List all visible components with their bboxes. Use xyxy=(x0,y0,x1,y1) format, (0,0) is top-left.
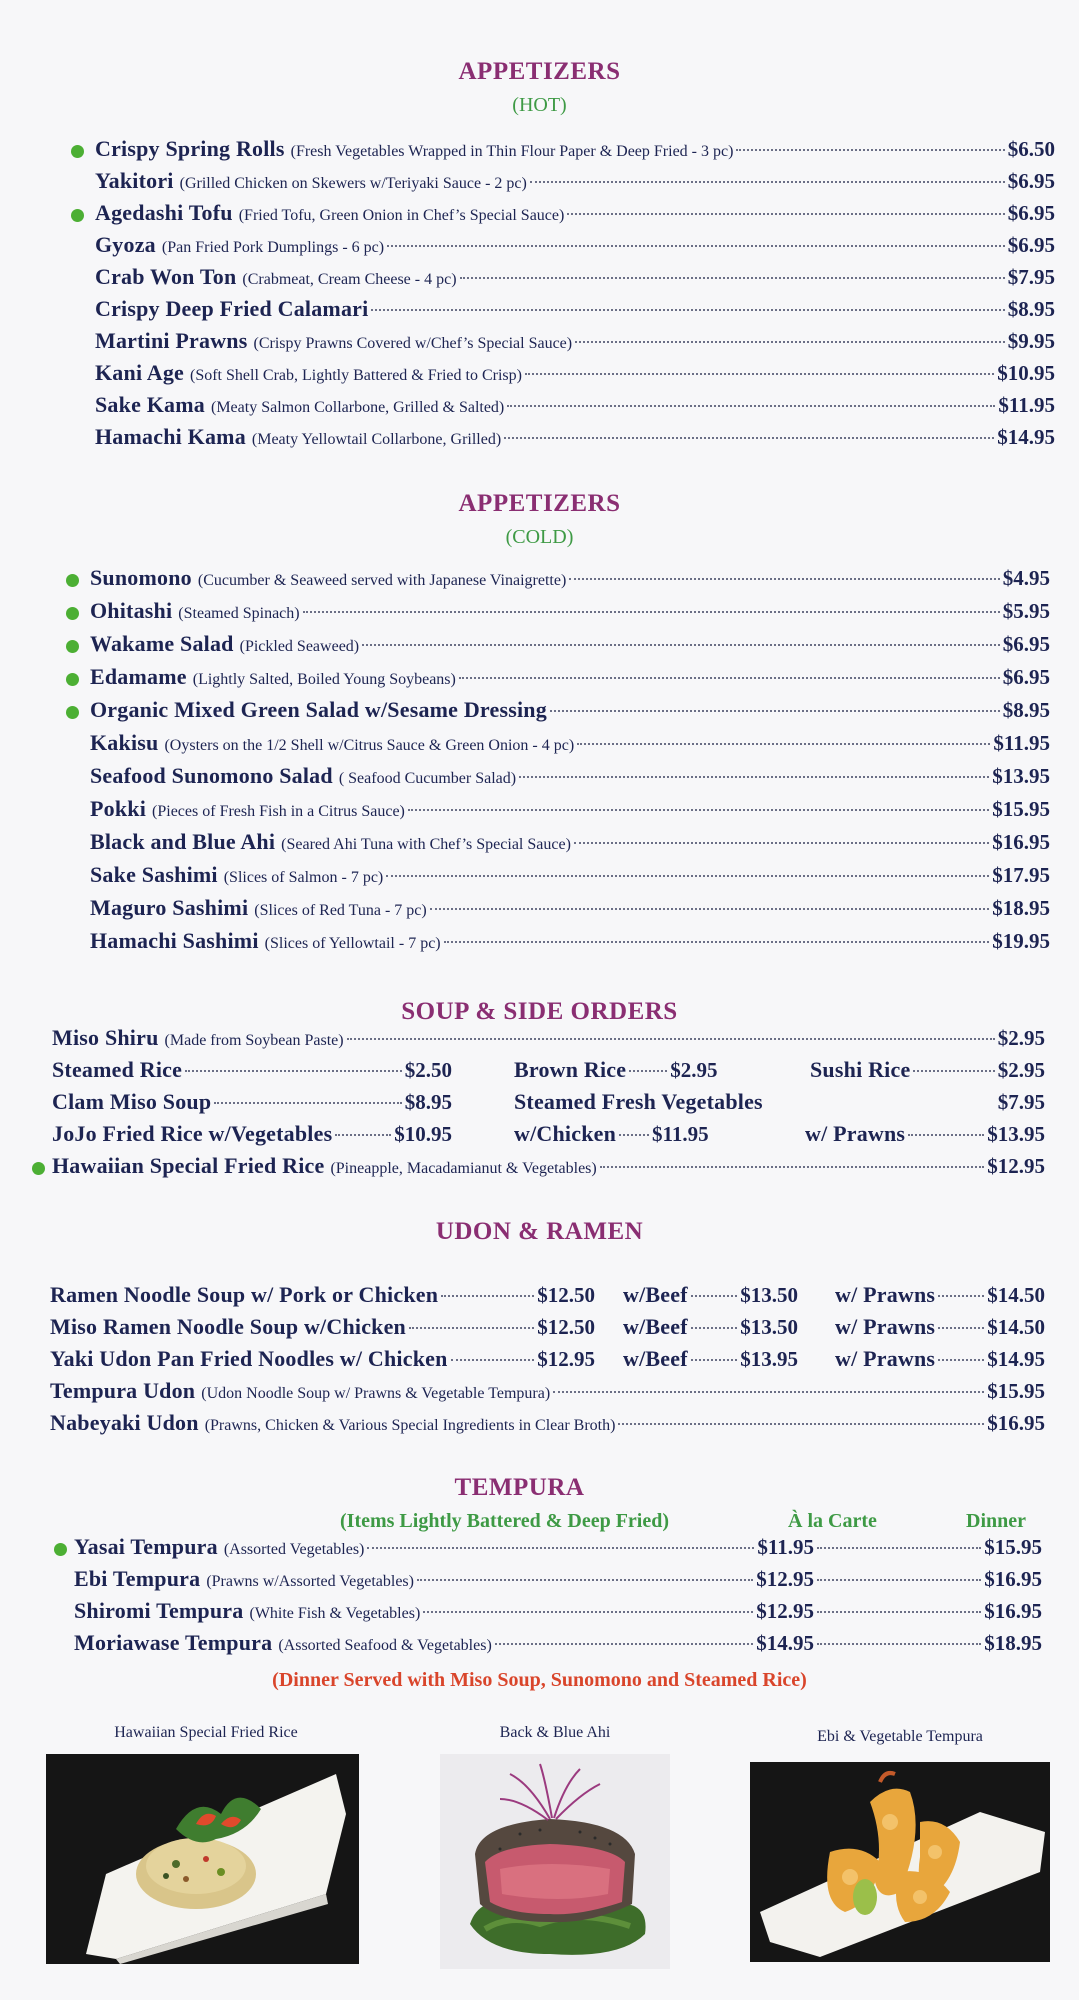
alacarte-price: $12.95 xyxy=(756,1599,814,1623)
item-description: (Assorted Seafood & Vegetables) xyxy=(278,1637,492,1654)
soup-section-title: SOUP & SIDE ORDERS xyxy=(401,998,678,1025)
item-description: (Fresh Vegetables Wrapped in Thin Flour Paper & Deep Fried - 3 pc) xyxy=(290,143,734,160)
item-price: $6.95 xyxy=(1007,233,1055,257)
item-name: w/ Prawns xyxy=(835,1282,936,1307)
dot-leader xyxy=(387,245,1005,247)
item-name: Martini Prawns xyxy=(95,328,248,353)
menu-item-row xyxy=(95,168,1055,200)
menu-item-row xyxy=(90,862,1050,895)
soup-section xyxy=(52,1025,1045,1185)
item-price: $13.50 xyxy=(740,1315,798,1339)
item-price: $4.95 xyxy=(1002,566,1050,590)
item-price: $11.95 xyxy=(993,731,1050,755)
item-name: Nabeyaki Udon xyxy=(50,1410,199,1435)
item-description: (Pickled Seaweed) xyxy=(239,638,360,655)
alacarte-price: $11.95 xyxy=(757,1535,814,1559)
item-name: Yakitori xyxy=(95,168,174,193)
item-name: Miso Shiru xyxy=(52,1025,159,1050)
item-price: $10.95 xyxy=(394,1122,452,1146)
item-price: $7.95 xyxy=(997,1090,1045,1114)
fried-rice-image-icon xyxy=(46,1754,359,1964)
item-name: Hawaiian Special Fried Rice xyxy=(52,1153,325,1178)
menu-item-row xyxy=(95,392,1055,424)
udon-section-title: UDON & RAMEN xyxy=(435,1218,644,1245)
item-name: Sushi Rice xyxy=(810,1057,911,1082)
dot-leader xyxy=(574,842,989,844)
item-name: Seafood Sunomono Salad xyxy=(90,763,333,788)
dot-leader xyxy=(367,1547,754,1549)
blue-ahi-photo xyxy=(440,1754,670,1969)
item-name: w/ Prawns xyxy=(835,1346,936,1371)
photo-caption: Back & Blue Ahi xyxy=(499,1724,611,1741)
item-name: Black and Blue Ahi xyxy=(90,829,276,854)
dot-leader xyxy=(575,341,1005,343)
dot-leader xyxy=(600,1166,985,1168)
menu-item-row xyxy=(95,296,1055,328)
item-name: Hamachi Kama xyxy=(95,424,246,449)
item-description: (Assorted Vegetables) xyxy=(223,1541,365,1558)
item-price: $5.95 xyxy=(1002,599,1050,623)
dot-leader xyxy=(495,1643,753,1645)
item-name: JoJo Fried Rice w/Vegetables xyxy=(52,1121,333,1146)
dinner-price: $16.95 xyxy=(984,1599,1042,1623)
item-name: Kani Age xyxy=(95,360,184,385)
menu-item-row xyxy=(95,264,1055,296)
item-description: (Crispy Prawns Covered w/Chef’s Special Sauce) xyxy=(253,335,573,352)
item-name: Shiromi Tempura xyxy=(74,1598,244,1623)
menu-item-row xyxy=(95,424,1055,456)
tempura-item-list xyxy=(74,1534,1042,1662)
menu-item-row xyxy=(90,796,1050,829)
item-price: $13.95 xyxy=(992,764,1050,788)
item-name: Miso Ramen Noodle Soup w/Chicken xyxy=(50,1314,406,1339)
item-description: (Fried Tofu, Green Onion in Chef’s Special Sauce) xyxy=(238,207,565,224)
dot-leader xyxy=(691,1327,738,1329)
item-description: (Oysters on the 1/2 Shell w/Citrus Sauce & Green Onion - 4 pc) xyxy=(164,737,575,754)
item-price: $6.95 xyxy=(1002,632,1050,656)
dot-leader xyxy=(913,1070,994,1072)
dot-leader xyxy=(386,875,989,877)
dot-leader xyxy=(691,1359,738,1361)
item-name: Hamachi Sashimi xyxy=(90,928,259,953)
item-price: $2.95 xyxy=(670,1058,718,1082)
menu-item-row xyxy=(90,565,1050,598)
dot-leader xyxy=(629,1070,667,1072)
item-price: $14.95 xyxy=(997,425,1055,449)
item-description: (Udon Noodle Soup w/ Prawns & Vegetable Tempura) xyxy=(201,1385,551,1402)
cold-item-list xyxy=(90,565,1050,961)
item-price: $15.95 xyxy=(992,797,1050,821)
item-name: Edamame xyxy=(90,664,187,689)
dot-leader xyxy=(817,1643,981,1645)
photo-caption: Ebi & Vegetable Tempura xyxy=(817,1728,983,1745)
dot-leader xyxy=(459,677,1000,679)
item-name: Kakisu xyxy=(90,730,159,755)
item-price: $16.95 xyxy=(992,830,1050,854)
item-description: (Steamed Spinach) xyxy=(178,605,300,622)
dot-leader xyxy=(371,309,1004,311)
dinner-price: $16.95 xyxy=(984,1567,1042,1591)
jojo-row xyxy=(52,1121,1045,1153)
dot-leader xyxy=(817,1547,981,1549)
photo-caption: Hawaiian Special Fried Rice xyxy=(114,1724,298,1741)
item-name: Ebi Tempura xyxy=(74,1566,201,1591)
veg-bullet-icon xyxy=(66,673,79,686)
veg-bullet-icon xyxy=(66,706,79,719)
dot-leader xyxy=(618,1423,984,1425)
dot-leader xyxy=(691,1295,738,1297)
item-price: $14.50 xyxy=(987,1283,1045,1307)
item-description: (Slices of Salmon - 7 pc) xyxy=(223,869,384,886)
item-name: w/Beef xyxy=(623,1346,688,1371)
tempura-item-row xyxy=(74,1566,1042,1598)
dot-leader xyxy=(423,1611,753,1613)
tempura-section-title: TEMPURA xyxy=(454,1474,585,1501)
item-price: $11.95 xyxy=(652,1122,709,1146)
item-description: (Soft Shell Crab, Lightly Battered & Fried to Crisp) xyxy=(190,367,522,384)
alacarte-column-header: À la Carte xyxy=(788,1510,877,1532)
clam-miso-row xyxy=(52,1089,1045,1121)
item-price: $14.95 xyxy=(987,1347,1045,1371)
item-name: Sunomono xyxy=(90,565,192,590)
menu-item-row xyxy=(95,360,1055,392)
item-name: Clam Miso Soup xyxy=(52,1089,212,1114)
miso-shiru-row xyxy=(52,1025,1045,1057)
dot-leader xyxy=(347,1038,995,1040)
dot-leader xyxy=(553,1391,984,1393)
menu-item-row xyxy=(90,895,1050,928)
veg-bullet-icon xyxy=(71,209,84,222)
menu-item-row xyxy=(90,598,1050,631)
dot-leader xyxy=(362,644,1000,646)
item-price: $18.95 xyxy=(992,896,1050,920)
dot-leader xyxy=(550,710,1000,712)
item-name: Maguro Sashimi xyxy=(90,895,249,920)
dot-leader xyxy=(577,743,990,745)
item-name: Sake Sashimi xyxy=(90,862,218,887)
menu-item-row xyxy=(90,763,1050,796)
hot-section-title: APPETIZERS xyxy=(458,58,621,85)
item-price: $11.95 xyxy=(998,393,1055,417)
item-description: (Made from Soybean Paste) xyxy=(164,1032,344,1049)
menu-item-row xyxy=(90,928,1050,961)
dot-leader xyxy=(507,405,995,407)
item-name: Crispy Spring Rolls xyxy=(95,136,285,161)
item-name: Yasai Tempura xyxy=(74,1534,218,1559)
item-name: Crab Won Ton xyxy=(95,264,237,289)
alacarte-price: $12.95 xyxy=(756,1567,814,1591)
menu-item-row xyxy=(95,232,1055,264)
ahi-tuna-image-icon xyxy=(440,1754,670,1969)
menu-item-row xyxy=(90,730,1050,763)
item-price: $14.50 xyxy=(987,1315,1045,1339)
dot-leader xyxy=(451,1359,535,1361)
item-description: (Crabmeat, Cream Cheese - 4 pc) xyxy=(242,271,457,288)
item-name: w/ Prawns xyxy=(835,1314,936,1339)
dot-leader xyxy=(303,611,1000,613)
menu-item-row xyxy=(90,829,1050,862)
item-price: $8.95 xyxy=(1002,698,1050,722)
item-name: Gyoza xyxy=(95,232,156,257)
dot-leader xyxy=(185,1070,402,1072)
item-price: $10.95 xyxy=(997,361,1055,385)
item-price: $12.95 xyxy=(987,1154,1045,1178)
item-name: w/Beef xyxy=(623,1314,688,1339)
item-name: Moriawase Tempura xyxy=(74,1630,273,1655)
item-name: Ramen Noodle Soup w/ Pork or Chicken xyxy=(50,1282,439,1307)
miso-ramen-row xyxy=(50,1314,1045,1346)
nabeyaki-udon-row xyxy=(50,1410,1045,1442)
item-price: $8.95 xyxy=(404,1090,452,1114)
item-description: (Meaty Salmon Collarbone, Grilled & Salted) xyxy=(210,399,505,416)
dot-leader xyxy=(817,1579,981,1581)
item-price: $17.95 xyxy=(992,863,1050,887)
dot-leader xyxy=(567,213,1004,215)
dot-leader xyxy=(908,1134,984,1136)
item-price: $2.95 xyxy=(997,1058,1045,1082)
dinner-served-note: (Dinner Served with Miso Soup, Sunomono and Steamed Rice) xyxy=(272,1669,807,1691)
veg-bullet-icon xyxy=(54,1543,67,1556)
item-price: $6.50 xyxy=(1007,137,1055,161)
item-name: Sake Kama xyxy=(95,392,205,417)
item-description: (Lightly Salted, Boiled Young Soybeans) xyxy=(192,671,456,688)
tempura-note: (Items Lightly Battered & Deep Fried) xyxy=(340,1510,670,1532)
item-price: $13.95 xyxy=(987,1122,1045,1146)
menu-item-row xyxy=(90,631,1050,664)
item-price: $12.95 xyxy=(537,1347,595,1371)
dot-leader xyxy=(817,1611,981,1613)
menu-item-row xyxy=(95,328,1055,360)
tempura-image-icon xyxy=(750,1762,1050,1962)
menu-item-row xyxy=(90,664,1050,697)
item-description: (Prawns w/Assorted Vegetables) xyxy=(206,1573,414,1590)
item-price: $6.95 xyxy=(1007,169,1055,193)
item-description: (Pieces of Fresh Fish in a Citrus Sauce) xyxy=(152,803,405,820)
item-name: Pokki xyxy=(90,796,147,821)
veg-bullet-icon xyxy=(66,607,79,620)
item-name: Ohitashi xyxy=(90,598,173,623)
udon-section xyxy=(50,1282,1045,1442)
tempura-item-row xyxy=(74,1534,1042,1566)
item-price: $2.95 xyxy=(997,1026,1045,1050)
item-name: Brown Rice xyxy=(514,1057,627,1082)
item-name: Organic Mixed Green Salad w/Sesame Dressing xyxy=(90,697,547,722)
rice-row xyxy=(52,1057,1045,1089)
item-description: (Pineapple, Macadamianut & Vegetables) xyxy=(330,1160,597,1177)
item-price: $6.95 xyxy=(1002,665,1050,689)
item-name: w/Chicken xyxy=(514,1121,617,1146)
dot-leader xyxy=(444,941,990,943)
item-description: (Grilled Chicken on Skewers w/Teriyaki Sauce - 2 pc) xyxy=(179,175,527,192)
cold-section-title: APPETIZERS xyxy=(458,490,621,517)
hot-section-subtitle: (HOT) xyxy=(512,94,567,116)
dot-leader xyxy=(619,1134,649,1136)
dot-leader xyxy=(460,277,1005,279)
dot-leader xyxy=(504,437,994,439)
dot-leader xyxy=(938,1359,984,1361)
item-name: Steamed Rice xyxy=(52,1057,183,1082)
veg-bullet-icon xyxy=(66,574,79,587)
menu-item-row xyxy=(95,200,1055,232)
tempura-item-row xyxy=(74,1630,1042,1662)
veg-bullet-icon xyxy=(32,1162,45,1175)
dot-leader xyxy=(525,373,994,375)
item-description: (Cucumber & Seaweed served with Japanese Vinaigrette) xyxy=(197,572,567,589)
item-name: w/Beef xyxy=(623,1282,688,1307)
tempura-item-row xyxy=(74,1598,1042,1630)
item-description: (Prawns, Chicken & Various Special Ingredients in Clear Broth) xyxy=(204,1417,616,1434)
item-price: $2.50 xyxy=(404,1058,452,1082)
veg-bullet-icon xyxy=(71,145,84,158)
ramen-row xyxy=(50,1282,1045,1314)
item-name: w/ Prawns xyxy=(805,1121,906,1146)
item-price: $7.95 xyxy=(1007,265,1055,289)
item-description: (Slices of Yellowtail - 7 pc) xyxy=(264,935,441,952)
dinner-price: $18.95 xyxy=(984,1631,1042,1655)
item-price: $15.95 xyxy=(987,1379,1045,1403)
alacarte-price: $14.95 xyxy=(756,1631,814,1655)
menu-item-row xyxy=(95,136,1055,168)
dot-leader xyxy=(938,1295,984,1297)
item-name: Tempura Udon xyxy=(50,1378,196,1403)
item-description: ( Seafood Cucumber Salad) xyxy=(338,770,517,787)
dot-leader xyxy=(938,1327,984,1329)
dot-leader xyxy=(430,908,990,910)
item-price: $13.95 xyxy=(740,1347,798,1371)
cold-section-subtitle: (COLD) xyxy=(505,526,574,548)
dot-leader xyxy=(530,181,1005,183)
item-description: (Slices of Red Tuna - 7 pc) xyxy=(254,902,427,919)
dot-leader xyxy=(408,809,989,811)
item-description: (Seared Ahi Tuna with Chef’s Special Sauce) xyxy=(281,836,571,853)
hawaiian-fried-rice-photo xyxy=(46,1754,359,1964)
item-price: $6.95 xyxy=(1007,201,1055,225)
item-description: (Meaty Yellowtail Collarbone, Grilled) xyxy=(251,431,502,448)
item-name: Agedashi Tofu xyxy=(95,200,233,225)
item-price: $12.50 xyxy=(537,1283,595,1307)
item-description: (White Fish & Vegetables) xyxy=(249,1605,421,1622)
yaki-udon-row xyxy=(50,1346,1045,1378)
dot-leader xyxy=(214,1102,401,1104)
item-price: $13.50 xyxy=(740,1283,798,1307)
menu-item-row xyxy=(90,697,1050,730)
dinner-column-header: Dinner xyxy=(966,1510,1026,1532)
tempura-photo xyxy=(750,1762,1050,1962)
item-description: (Pan Fried Pork Dumplings - 6 pc) xyxy=(161,239,385,256)
item-name: Yaki Udon Pan Fried Noodles w/ Chicken xyxy=(50,1346,448,1371)
dot-leader xyxy=(441,1295,534,1297)
dot-leader xyxy=(335,1134,391,1136)
veg-bullet-icon xyxy=(66,640,79,653)
item-price: $12.50 xyxy=(537,1315,595,1339)
tempura-udon-row xyxy=(50,1378,1045,1410)
dot-leader xyxy=(569,578,999,580)
hot-item-list xyxy=(95,136,1055,456)
dot-leader xyxy=(417,1579,753,1581)
item-price: $9.95 xyxy=(1007,329,1055,353)
hawaiian-row xyxy=(52,1153,1045,1185)
dot-leader xyxy=(766,1102,995,1104)
item-name: Crispy Deep Fried Calamari xyxy=(95,296,369,321)
dot-leader xyxy=(736,149,1004,151)
dinner-price: $15.95 xyxy=(984,1535,1042,1559)
item-name: Wakame Salad xyxy=(90,631,234,656)
dot-leader xyxy=(409,1327,534,1329)
item-price: $16.95 xyxy=(987,1411,1045,1435)
item-price: $19.95 xyxy=(992,929,1050,953)
item-price: $8.95 xyxy=(1007,297,1055,321)
dot-leader xyxy=(519,776,989,778)
item-name: Steamed Fresh Vegetables xyxy=(514,1089,763,1114)
